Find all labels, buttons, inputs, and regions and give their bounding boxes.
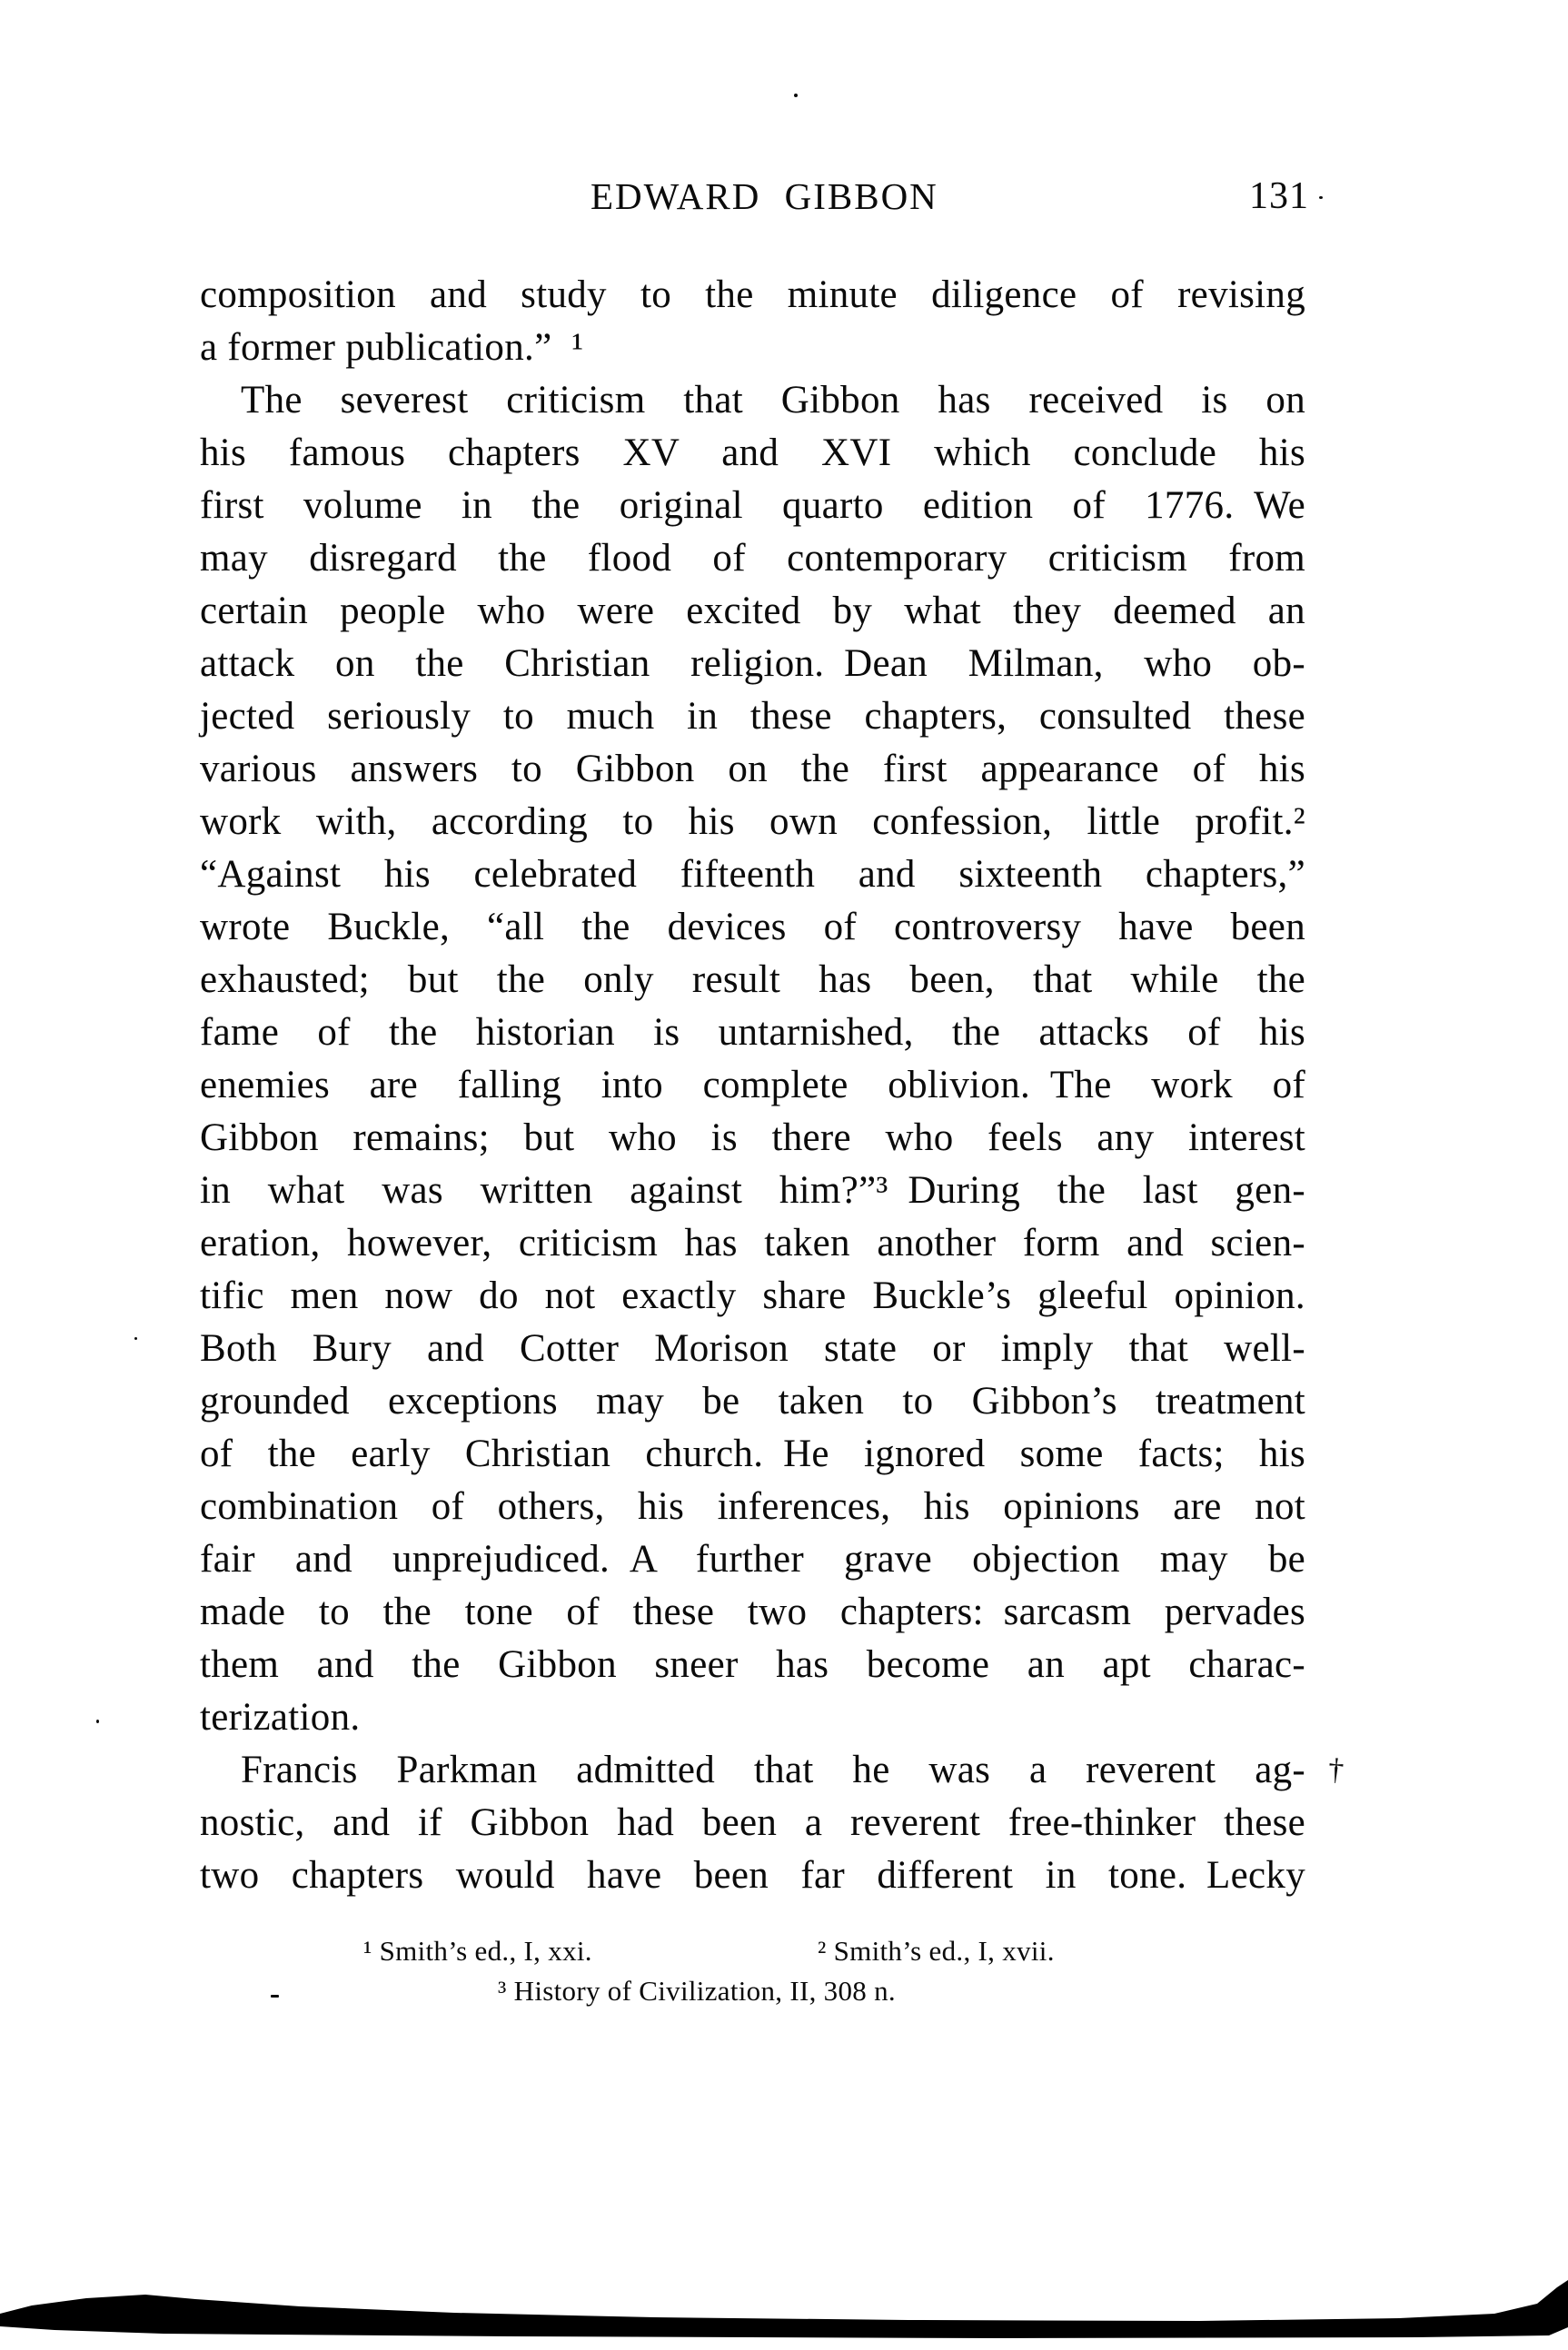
body-line-text: enemies are falling into complete oblivion. The work of xyxy=(200,1064,1305,1106)
page-header-title: EDWARD GIBBON xyxy=(590,175,938,217)
body-line-text: two chapters would have been far different in tone. Lecky xyxy=(200,1854,1305,1897)
scan-speck xyxy=(134,1337,137,1340)
margin-annotation-mark: † xyxy=(1326,1752,1345,1788)
body-line-text: tific men now do not exactly share Buckle’s gleeful opinion. xyxy=(200,1274,1305,1317)
footnote: ¹ Smith’s ed., I, xxi. xyxy=(363,1935,592,1967)
body-line-text: Gibbon remains; but who is there who feels any interest xyxy=(200,1116,1305,1159)
body-line-text: “Against his celebrated fifteenth and sixteenth chapters,” xyxy=(200,853,1305,896)
body-line-text: work with, according to his own confession, little profit.² xyxy=(200,800,1305,843)
scan-speck xyxy=(1319,196,1323,199)
scan-speck xyxy=(794,94,798,97)
body-line-text: exhausted; but the only result has been, that while the xyxy=(200,958,1305,1001)
body-line-text: composition and study to the minute diligence of revising xyxy=(200,273,1305,316)
body-line-text: wrote Buckle, “all the devices of controversy have been xyxy=(200,906,1305,948)
body-line-text: jected seriously to much in these chapters, consulted these xyxy=(200,695,1305,738)
scan-speck xyxy=(271,1995,279,1998)
body-line-text: certain people who were excited by what they deemed an xyxy=(200,590,1305,632)
body-line-text: first volume in the original quarto edition of 1776. We xyxy=(200,484,1305,527)
body-line-text: terization. xyxy=(200,1696,361,1739)
body-line-text: nostic, and if Gibbon had been a reverent free-thinker these xyxy=(200,1801,1305,1844)
body-line-text: eration, however, criticism has taken another form and scien- xyxy=(200,1222,1305,1264)
body-line-text: may disregard the flood of contemporary criticism from xyxy=(200,537,1305,580)
body-line-text: fair and unprejudiced. A further grave objection may be xyxy=(200,1538,1305,1581)
body-line-text: a former publication.” ¹ xyxy=(200,326,584,369)
body-line-text: grounded exceptions may be taken to Gibbon’s treatment xyxy=(200,1380,1305,1423)
body-line-text: Both Bury and Cotter Morison state or imply that well- xyxy=(200,1327,1305,1370)
body-line-text: various answers to Gibbon on the first appearance of his xyxy=(200,748,1305,790)
body-line-text: in what was written against him?”³ During the last gen- xyxy=(200,1169,1305,1212)
body-line-text: combination of others, his inferences, his opinions are not xyxy=(200,1485,1305,1528)
body-line-text: made to the tone of these two chapters: sarcasm pervades xyxy=(200,1591,1305,1633)
page-number: 131 xyxy=(1249,175,1309,217)
scan-artifact-bar-shape xyxy=(0,2280,1568,2338)
scan-speck xyxy=(96,1720,99,1723)
footnote: ² Smith’s ed., I, xvii. xyxy=(818,1935,1055,1967)
body-line-text: of the early Christian church. He ignored some facts; his xyxy=(200,1433,1305,1475)
body-line-text: them and the Gibbon sneer has become an apt charac- xyxy=(200,1643,1305,1686)
body-line-text: Francis Parkman admitted that he was a reverent ag- xyxy=(241,1749,1305,1791)
body-line-text: attack on the Christian religion. Dean Milman, who ob- xyxy=(200,642,1305,685)
body-line-text: fame of the historian is untarnished, the attacks of his xyxy=(200,1011,1305,1054)
footnote: ³ History of Civilization, II, 308 n. xyxy=(498,1975,896,2007)
body-line-text: his famous chapters XV and XVI which conclude his xyxy=(200,431,1305,474)
body-line-text: The severest criticism that Gibbon has received is on xyxy=(241,379,1305,421)
